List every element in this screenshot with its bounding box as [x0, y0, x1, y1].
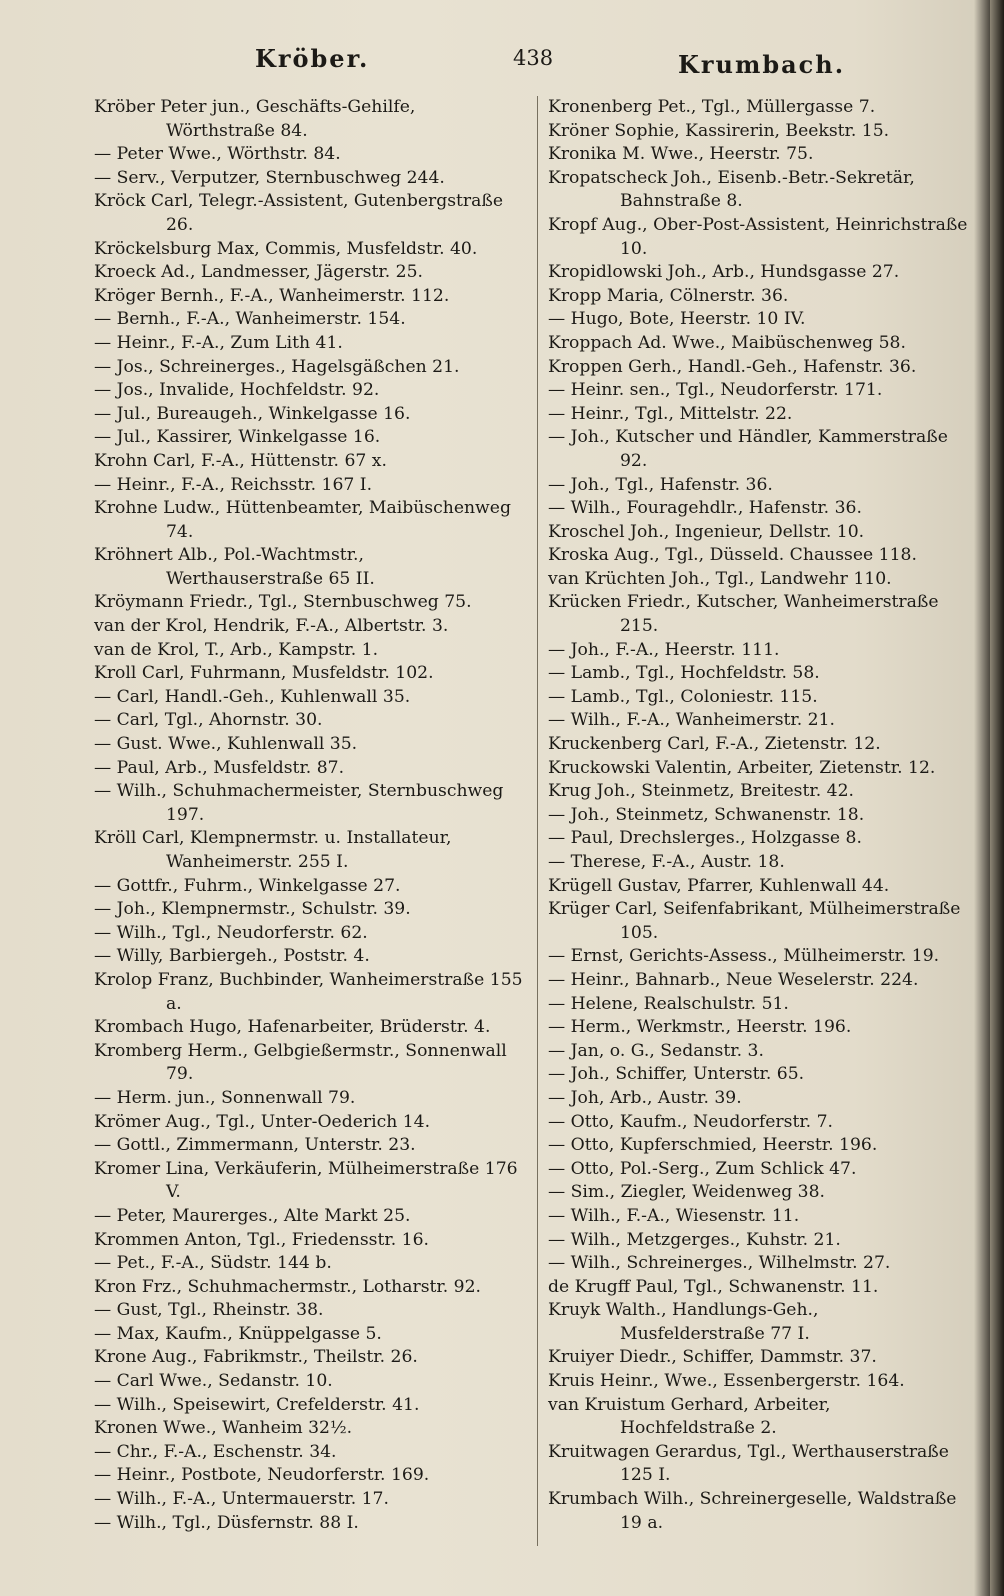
- directory-entry: — Heinr., F.-A., Reichsstr. 167 I.: [94, 474, 373, 495]
- directory-entry: — Joh., Steinmetz, Schwanenstr. 18.: [548, 804, 865, 825]
- directory-entry: — Carl, Tgl., Ahornstr. 30.: [94, 710, 323, 731]
- directory-entry: — Bernh., F.-A., Wanheimerstr. 154.: [94, 309, 406, 330]
- directory-entry: Krug Joh., Steinmetz, Breitestr. 42.: [548, 781, 854, 802]
- directory-entry: Krolop Franz, Buchbinder, Wanheimerstraße 155 a.: [94, 969, 523, 1014]
- directory-entry: Kröner Sophie, Kassirerin, Beekstr. 15.: [548, 120, 890, 141]
- directory-entry: van der Krol, Hendrik, F.-A., Albertstr. 3.: [94, 616, 449, 637]
- directory-entry: Kroppen Gerh., Handl.-Geh., Hafenstr. 36.: [548, 356, 917, 377]
- directory-entry: Kruitwagen Gerardus, Tgl., Werthauserstraße 125 I.: [548, 1441, 949, 1486]
- directory-entry: — Heinr., F.-A., Zum Lith 41.: [94, 332, 343, 353]
- directory-entry: — Gottfr., Fuhrm., Winkelgasse 27.: [94, 875, 401, 896]
- directory-entry: Kroska Aug., Tgl., Düsseld. Chaussee 118.: [548, 545, 917, 566]
- directory-entry: — Jul., Kassirer, Winkelgasse 16.: [94, 427, 381, 448]
- directory-entry: — Wilh., Schuhmachermeister, Sternbuschweg 197.: [94, 781, 504, 825]
- directory-entry: Kruis Heinr., Wwe., Essenbergerstr. 164.: [548, 1371, 905, 1392]
- directory-entry: — Chr., F.-A., Eschenstr. 34.: [94, 1441, 337, 1462]
- directory-entry: Kruckenberg Carl, F.-A., Zietenstr. 12.: [548, 734, 881, 755]
- left-column: [94, 96, 524, 1535]
- directory-entry: — Herm. jun., Sonnenwall 79.: [94, 1087, 356, 1108]
- directory-entry: — Herm., Werkmstr., Heerstr. 196.: [548, 1017, 852, 1038]
- header-first-name: Kröber.: [255, 44, 370, 73]
- directory-entry: — Jan, o. G., Sedanstr. 3.: [548, 1040, 764, 1061]
- directory-entry: — Wilh., Tgl., Neudorferstr. 62.: [94, 922, 368, 943]
- directory-entry: Kropp Maria, Cölnerstr. 36.: [548, 285, 789, 306]
- directory-entry: — Peter, Maurerges., Alte Markt 25.: [94, 1205, 411, 1226]
- directory-entry: — Sim., Ziegler, Weidenweg 38.: [548, 1182, 826, 1203]
- directory-entry: Krohne Ludw., Hüttenbeamter, Maibüschenweg 74.: [94, 498, 511, 542]
- directory-entry: — Paul, Drechslerges., Holzgasse 8.: [548, 828, 862, 849]
- directory-entry: — Carl, Handl.-Geh., Kuhlenwall 35.: [94, 686, 411, 707]
- directory-entry: — Wilh., Metzgerges., Kuhstr. 21.: [548, 1229, 841, 1250]
- directory-entry: — Otto, Kupferschmied, Heerstr. 196.: [548, 1135, 878, 1156]
- directory-entry: Kropatscheck Joh., Eisenb.-Betr.-Sekretär, Bahnstraße 8.: [548, 167, 915, 212]
- page-number: 438: [513, 46, 554, 70]
- directory-entry: Kröckelsburg Max, Commis, Musfeldstr. 40.: [94, 238, 478, 259]
- book-spine-edge: [990, 0, 1004, 1596]
- directory-entry: Kromberg Herm., Gelbgießermstr., Sonnenwall 79.: [94, 1040, 507, 1085]
- directory-entry: Kruckowski Valentin, Arbeiter, Zietenstr. 12.: [548, 757, 936, 778]
- directory-entry: — Lamb., Tgl., Coloniestr. 115.: [548, 686, 818, 707]
- page-header: [0, 44, 1004, 84]
- directory-entry: — Peter Wwe., Wörthstr. 84.: [94, 144, 341, 165]
- directory-entry: — Joh., Schiffer, Unterstr. 65.: [548, 1064, 805, 1085]
- directory-entry: — Otto, Pol.-Serg., Zum Schlick 47.: [548, 1158, 857, 1179]
- directory-entry: — Gust. Wwe., Kuhlenwall 35.: [94, 734, 358, 755]
- directory-entry: Kröck Carl, Telegr.-Assistent, Gutenbergstraße 26.: [94, 191, 504, 235]
- directory-entry: de Krugff Paul, Tgl., Schwanenstr. 11.: [548, 1276, 879, 1297]
- directory-entry: Krügell Gustav, Pfarrer, Kuhlenwall 44.: [548, 875, 890, 896]
- directory-entry: — Wilh., Speisewirt, Crefelderstr. 41.: [94, 1394, 420, 1415]
- directory-entry: — Heinr. sen., Tgl., Neudorferstr. 171.: [548, 380, 883, 401]
- directory-entry: — Wilh., F.-A., Wiesenstr. 11.: [548, 1205, 800, 1226]
- directory-entry: Krone Aug., Fabrikmstr., Theilstr. 26.: [94, 1347, 418, 1368]
- header-last-name: Krumbach.: [678, 50, 846, 79]
- directory-entry: Krohn Carl, F.-A., Hüttenstr. 67 x.: [94, 450, 387, 471]
- directory-entry: — Pet., F.-A., Südstr. 144 b.: [94, 1253, 332, 1274]
- directory-entry: — Paul, Arb., Musfeldstr. 87.: [94, 757, 345, 778]
- directory-entry: — Max, Kaufm., Knüppelgasse 5.: [94, 1323, 382, 1344]
- directory-entry: — Gust, Tgl., Rheinstr. 38.: [94, 1300, 324, 1321]
- directory-entry: — Heinr., Tgl., Mittelstr. 22.: [548, 403, 793, 424]
- directory-entry: Kropf Aug., Ober-Post-Assistent, Heinrichstraße 10.: [548, 214, 968, 259]
- directory-entry: — Hugo, Bote, Heerstr. 10 IV.: [548, 309, 806, 330]
- directory-entry: Kröhnert Alb., Pol.-Wachtmstr., Werthauserstraße 65 II.: [94, 545, 375, 589]
- directory-entry: Kronika M. Wwe., Heerstr. 75.: [548, 144, 814, 165]
- directory-entry: — Wilh., Fouragehdlr., Hafenstr. 36.: [548, 498, 862, 519]
- directory-entry: Krumbach Wilh., Schreinergeselle, Waldstraße 19 a.: [548, 1489, 957, 1533]
- directory-entry: Kromer Lina, Verkäuferin, Mülheimerstraße 176 V.: [94, 1158, 518, 1203]
- directory-entry: — Willy, Barbiergeh., Poststr. 4.: [94, 946, 370, 967]
- directory-entry: Kroschel Joh., Ingenieur, Dellstr. 10.: [548, 521, 865, 542]
- directory-entry: Krücken Friedr., Kutscher, Wanheimerstraße 215.: [548, 592, 939, 637]
- directory-entry: Kroll Carl, Fuhrmann, Musfeldstr. 102.: [94, 663, 434, 684]
- directory-entry: van de Krol, T., Arb., Kampstr. 1.: [94, 639, 379, 660]
- directory-entry: van Kruistum Gerhard, Arbeiter, Hochfeldstraße 2.: [548, 1394, 831, 1439]
- directory-entry: Krüger Carl, Seifenfabrikant, Mülheimerstraße 105.: [548, 899, 961, 943]
- directory-entry: Kropidlowski Joh., Arb., Hundsgasse 27.: [548, 262, 900, 283]
- directory-entry: — Wilh., Schreinerges., Wilhelmstr. 27.: [548, 1253, 891, 1274]
- directory-entry: Kröll Carl, Klempnermstr. u. Installateur, Wanheimerstr. 255 I.: [94, 828, 452, 872]
- right-column: [548, 96, 968, 1535]
- directory-entry: — Serv., Verputzer, Sternbuschweg 244.: [94, 167, 445, 188]
- column-divider: [537, 96, 538, 1546]
- directory-entry: — Helene, Realschulstr. 51.: [548, 993, 789, 1014]
- directory-entry: Kroppach Ad. Wwe., Maibüschenweg 58.: [548, 332, 906, 353]
- directory-entry: — Otto, Kaufm., Neudorferstr. 7.: [548, 1111, 834, 1132]
- directory-entry: Kruyk Walth., Handlungs-Geh., Musfelderstraße 77 I.: [548, 1300, 819, 1344]
- directory-entry: — Joh., Klempnermstr., Schulstr. 39.: [94, 899, 411, 920]
- directory-entry: Kröymann Friedr., Tgl., Sternbuschweg 75.: [94, 592, 472, 613]
- directory-entry: — Gottl., Zimmermann, Unterstr. 23.: [94, 1135, 416, 1156]
- directory-entry: van Krüchten Joh., Tgl., Landwehr 110.: [548, 568, 892, 589]
- directory-entry: — Ernst, Gerichts-Assess., Mülheimerstr. 19.: [548, 946, 940, 967]
- directory-entry: — Heinr., Bahnarb., Neue Weselerstr. 224.: [548, 969, 919, 990]
- directory-entry: — Joh., F.-A., Heerstr. 111.: [548, 639, 780, 660]
- directory-entry: Kröber Peter jun., Geschäfts-Gehilfe, Wörthstraße 84.: [94, 97, 416, 141]
- directory-entry: — Wilh., Tgl., Düsfernstr. 88 I.: [94, 1512, 359, 1533]
- directory-entry: — Carl Wwe., Sedanstr. 10.: [94, 1371, 333, 1392]
- directory-entry: — Joh., Kutscher und Händler, Kammerstraße 92.: [548, 427, 948, 471]
- directory-entry: — Lamb., Tgl., Hochfeldstr. 58.: [548, 663, 820, 684]
- directory-entry: Kronen Wwe., Wanheim 32½.: [94, 1418, 353, 1439]
- directory-entry: — Joh., Tgl., Hafenstr. 36.: [548, 474, 773, 495]
- directory-entry: Krommen Anton, Tgl., Friedensstr. 16.: [94, 1229, 429, 1250]
- directory-entry: — Joh, Arb., Austr. 39.: [548, 1087, 742, 1108]
- directory-entry: Kron Frz., Schuhmachermstr., Lotharstr. 92.: [94, 1276, 482, 1297]
- directory-entry: — Wilh., F.-A., Untermauerstr. 17.: [94, 1489, 389, 1510]
- directory-entry: — Wilh., F.-A., Wanheimerstr. 21.: [548, 710, 836, 731]
- directory-entry: Kruiyer Diedr., Schiffer, Dammstr. 37.: [548, 1347, 877, 1368]
- directory-entry: — Jul., Bureaugeh., Winkelgasse 16.: [94, 403, 411, 424]
- directory-entry: — Jos., Schreinerges., Hagelsgäßchen 21.: [94, 356, 460, 377]
- directory-entry: Krombach Hugo, Hafenarbeiter, Brüderstr. 4.: [94, 1017, 491, 1038]
- directory-entry: Kröger Bernh., F.-A., Wanheimerstr. 112.: [94, 285, 450, 306]
- directory-entry: Kronenberg Pet., Tgl., Müllergasse 7.: [548, 97, 876, 117]
- directory-entry: — Therese, F.-A., Austr. 18.: [548, 852, 785, 872]
- directory-entry: — Heinr., Postbote, Neudorferstr. 169.: [94, 1465, 430, 1486]
- directory-entry: Krömer Aug., Tgl., Unter-Oederich 14.: [94, 1111, 431, 1132]
- directory-entry: Kroeck Ad., Landmesser, Jägerstr. 25.: [94, 262, 423, 283]
- directory-entry: — Jos., Invalide, Hochfeldstr. 92.: [94, 380, 380, 401]
